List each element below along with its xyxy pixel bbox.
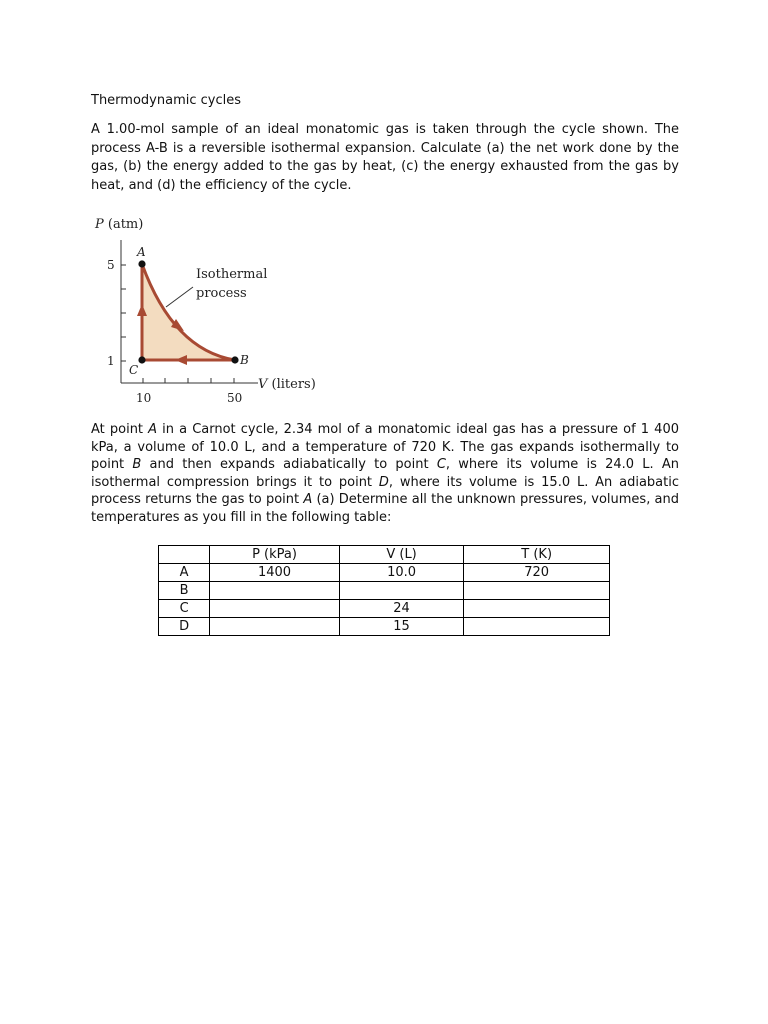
table-cell xyxy=(210,618,340,636)
annotation-line-1: Isothermal xyxy=(196,267,268,282)
table-cell: 24 xyxy=(339,600,464,618)
table-cell: 15 xyxy=(339,618,464,636)
table-header-cell xyxy=(159,546,210,564)
p2-point-a-2: A xyxy=(303,492,313,508)
p2-point-a: A xyxy=(148,422,158,437)
y-axis-label-unit: (atm) xyxy=(107,217,144,232)
x-axis-label-unit: (liters) xyxy=(271,377,316,392)
table-cell: 1400 xyxy=(210,564,340,582)
table-header-cell: P (kPa) xyxy=(210,546,340,564)
p2-point-b: B xyxy=(132,457,142,473)
x-tick-label-10: 10 xyxy=(136,391,152,405)
table-header-cell: T (K) xyxy=(464,546,610,564)
p2-point-d: D xyxy=(378,474,389,490)
state-table xyxy=(158,545,610,636)
table-header-row xyxy=(159,546,610,564)
p2-text-4: , where its volume is 24.0 L. An isothermal compression brings it to point xyxy=(91,457,679,490)
table-cell: 720 xyxy=(464,564,610,582)
p2-point-c: C xyxy=(436,457,446,473)
table-cell: A xyxy=(159,564,210,582)
p2-text-1: At point xyxy=(91,422,149,437)
problem-2-text xyxy=(91,421,679,527)
table-cell xyxy=(210,600,340,618)
table-row xyxy=(159,582,610,600)
point-b xyxy=(231,356,238,363)
table-row xyxy=(159,564,610,582)
point-c xyxy=(138,356,145,363)
point-c-label: C xyxy=(129,363,139,377)
table-cell: D xyxy=(159,618,210,636)
svg-text:V (liters) xyxy=(258,377,316,392)
pv-diagram xyxy=(90,208,322,408)
p2-text-6: (a) Determine all the unknown pressures, volumes, and temperatures as you fill in the following table: xyxy=(91,492,679,525)
table-cell: 10.0 xyxy=(339,564,464,582)
p2-text-3: and then expands adiabatically to point xyxy=(141,457,437,473)
p2-text-2: in a Carnot cycle, 2.34 mol of a monatomic ideal gas has a pressure of 1 400 kPa, a volume of 10.0 L, and a temperature of 720 K. The gas expands isothermally to point xyxy=(91,422,679,473)
problem-1-text: A 1.00-mol sample of an ideal monatomic gas is taken through the cycle shown. The process A-B is a reversible isothermal expansion. Calculate (a) the net work done by the gas, (b) the energy added to the gas by heat, (c) the energy exhausted from the gas by heat, and (d) the efficiency of the cycle. xyxy=(91,122,679,193)
table-cell xyxy=(339,582,464,600)
table-row xyxy=(159,600,610,618)
x-tick-label-50: 50 xyxy=(227,391,243,405)
p2-text-5: , where its volume is 15.0 L. An adiabatic process returns the gas to point xyxy=(91,474,680,508)
table-cell: B xyxy=(159,582,210,600)
table-row xyxy=(159,618,610,636)
y-axis-label-var: P xyxy=(95,217,104,232)
point-b-label: B xyxy=(240,353,249,367)
y-tick-label-1: 1 xyxy=(107,354,115,368)
x-axis-label-var: V xyxy=(258,377,268,392)
point-a xyxy=(138,260,145,267)
table-header-cell: V (L) xyxy=(339,546,464,564)
y-tick-label-5: 5 xyxy=(107,258,115,272)
point-a-label: A xyxy=(137,245,146,259)
page-heading: Thermodynamic cycles xyxy=(91,93,241,108)
table-cell: C xyxy=(159,600,210,618)
table-cell xyxy=(464,618,610,636)
table-cell xyxy=(464,582,610,600)
svg-text:P (atm) xyxy=(94,217,143,232)
table-cell xyxy=(464,600,610,618)
table-cell xyxy=(210,582,340,600)
annotation-line-2: process xyxy=(196,286,247,301)
